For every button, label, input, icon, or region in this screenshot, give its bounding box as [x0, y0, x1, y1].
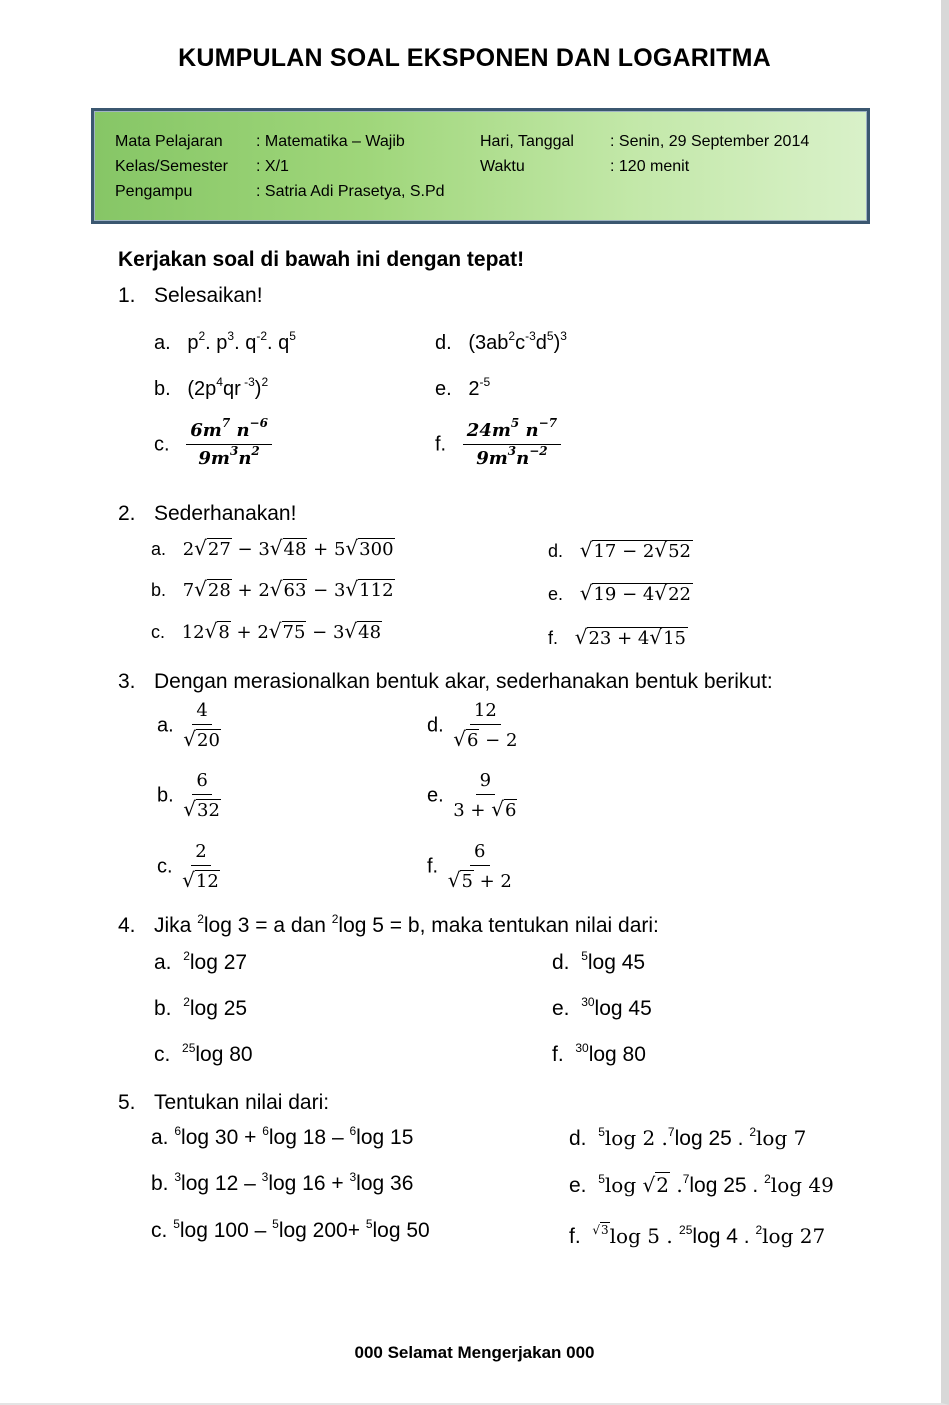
- q2-item-d: d. √17 − 2√52: [548, 538, 691, 562]
- q1-item-d: d. $(3ab^2c^{-3}d^5)^3$: [435, 329, 567, 354]
- info-box: [91, 108, 870, 224]
- q5-item-a: a. $^6$log 30 + $^6$log 18 – $^6$log 15: [151, 1124, 414, 1149]
- q4-item-f: f. $^{30}$log 80: [552, 1041, 646, 1066]
- q3-item-d: d. $\frac{12}{√6 - 2}$: [427, 700, 518, 751]
- date-value: : Senin, 29 September 2014: [610, 133, 810, 150]
- question-number: 5.: [118, 1091, 136, 1114]
- q5-item-b: b. $^3$log 12 – $^3$log 16 + $^3$log 36: [151, 1170, 414, 1195]
- q1-item-a: a. $p^2$. $p^3$. $q^{-2}$. $q^5$: [154, 329, 296, 354]
- q1-item-f: f. $\frac{24m^5 n^{-7}}{9m^3n^{-2}}$: [435, 420, 561, 470]
- q2-item-b: b. 7√28 + 2√63 − 3√112: [151, 577, 394, 601]
- question-number: 3.: [118, 670, 136, 693]
- q2-item-e: e. √19 − 4√22: [548, 581, 691, 605]
- q5-item-f: f. $^{√3}$log 5 . $^{25}$log 4 . $^2$log 27: [569, 1223, 826, 1248]
- q5-item-e: e. $^5$log √2 .$^7$log 25 . $^2$log 49: [569, 1172, 834, 1197]
- footer-message: 000 Selamat Mengerjakan 000: [354, 1343, 595, 1362]
- q4-item-c: c. $^{25}$log 80: [154, 1041, 253, 1066]
- class-value: : X/1: [256, 158, 289, 175]
- q4-item-a: a. $^2$log 27: [154, 949, 248, 974]
- q3-item-b: b. $\frac{6}{√32}$: [157, 770, 220, 821]
- question-number: 2.: [118, 502, 136, 525]
- question-text: Selesaikan!: [154, 284, 263, 307]
- question-text: Sederhanakan!: [154, 502, 297, 525]
- q3-item-e: e. $\frac{9}{3 + √6}$: [427, 770, 517, 821]
- q4-item-b: b. $^2$log 25: [154, 995, 248, 1020]
- question-text: Tentukan nilai dari:: [154, 1091, 330, 1114]
- instruction: Kerjakan soal di bawah ini dengan tepat!: [118, 248, 525, 271]
- q5-item-c: c. $^5$log 100 – $^5$log 200+ $^5$log 50: [151, 1217, 430, 1242]
- q1-item-e: e. $2^{-5}$: [435, 375, 491, 400]
- time-label: Waktu: [480, 158, 525, 175]
- q2-item-f: f. √23 + 4√15: [548, 625, 686, 649]
- q2-item-a: a. 2√27 − 3√48 + 5√300: [151, 536, 394, 560]
- question-text: Jika $^2$log 3 = a dan $^2$log 5 = b, maka tentukan nilai dari:: [154, 912, 659, 937]
- teacher-label: Pengampu: [115, 183, 193, 200]
- date-label: Hari, Tanggal: [480, 133, 574, 150]
- subject-value: : Matematika – Wajib: [256, 133, 405, 150]
- q5-item-d: d. $^5$log 2 .$^7$log 25 . $^2$log 7: [569, 1125, 807, 1150]
- q4-item-d: d. $^5$log 45: [552, 949, 646, 974]
- subject-label: Mata Pelajaran: [115, 133, 223, 150]
- teacher-value: : Satria Adi Prasetya, S.Pd: [256, 183, 445, 200]
- q3-item-f: f. $\frac{6}{√5 + 2}$: [427, 841, 512, 892]
- time-value: : 120 menit: [610, 158, 690, 175]
- q3-item-a: a. $\frac{4}{√20}$: [157, 700, 220, 751]
- page-title: KUMPULAN SOAL EKSPONEN DAN LOGARITMA: [178, 44, 771, 72]
- q3-item-c: c. $\frac{2}{√12}$: [157, 841, 219, 892]
- q1-item-b: b. ($2p^4qr$ $^{-3}$)$^2$: [154, 375, 269, 400]
- question-number: 4.: [118, 914, 136, 937]
- question-text: Dengan merasionalkan bentuk akar, sederhanakan bentuk berikut:: [154, 670, 773, 693]
- class-label: Kelas/Semester: [115, 158, 228, 175]
- question-number: 1.: [118, 284, 136, 307]
- q1-item-c: c. $\frac{6m^7 n^{-6}}{9m^3n^2}$: [154, 420, 272, 470]
- q2-item-c: c. 12√8 + 2√75 − 3√48: [151, 619, 382, 643]
- q4-item-e: e. $^{30}$log 45: [552, 995, 652, 1020]
